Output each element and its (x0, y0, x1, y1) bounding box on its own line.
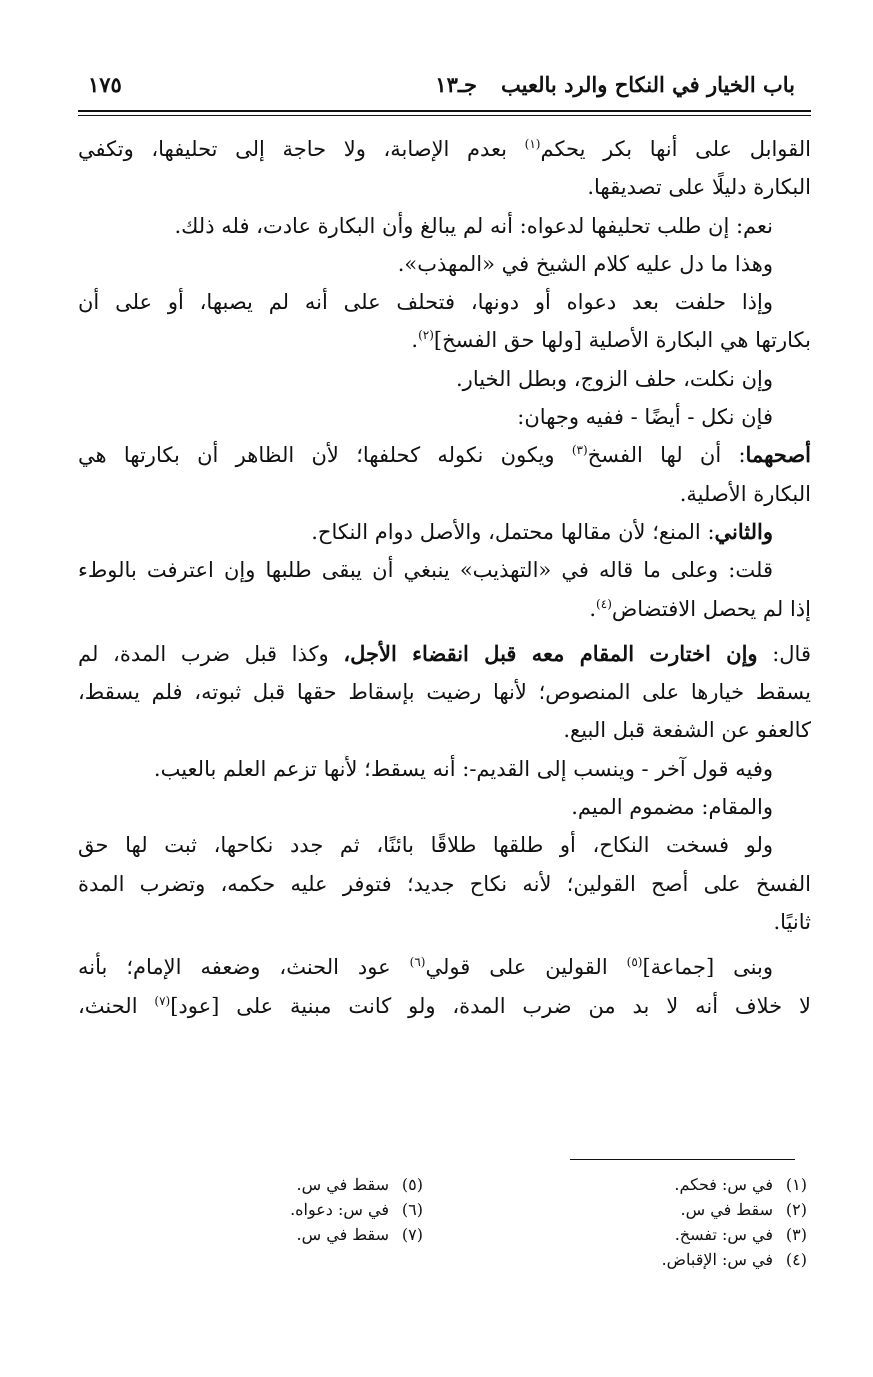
line-text: وإن نكلت، حلف الزوج، وبطل الخيار. (456, 366, 773, 391)
line-text: نعم: إن طلب تحليفها لدعواه: أنه لم يبالغ وأن البكارة عادت، فله ذلك. (174, 213, 773, 238)
footnote-text: سقط في س. (296, 1225, 389, 1244)
running-header (88, 72, 795, 102)
footnotes-column-left (290, 1172, 423, 1247)
footnote-marker: (٧) (154, 993, 171, 1008)
line-text: بكارتها هي البكارة الأصلية [ولها حق الفسخ] (433, 328, 811, 353)
footnote-number: (٧) (401, 1225, 423, 1244)
line-text: بعدم الإصابة، ولا حاجة إلى تحليفها، وتكفي (78, 137, 525, 161)
line-text: : أن لها الفسخ (587, 443, 746, 468)
text-line (78, 321, 811, 359)
text-line (78, 207, 811, 245)
footnote-marker: (٦) (409, 955, 426, 970)
footnote-number: (٤) (785, 1250, 807, 1269)
footnote-text: في س: فحكم. (674, 1175, 773, 1194)
text-line (78, 711, 811, 749)
line-text: القولين على قولي (425, 955, 627, 980)
footnotes-column-right (662, 1172, 807, 1272)
text-line (78, 635, 811, 673)
line-text: عود الحنث، وضعفه الإمام؛ بأنه (78, 955, 410, 980)
line-text: قلت: وعلى ما قاله في «التهذيب» ينبغي أن يبقى طلبها وإن اعترفت بالوطء (78, 558, 773, 583)
text-line (78, 513, 811, 551)
line-text: الحنث، (78, 993, 155, 1018)
bold-term: والثاني (714, 518, 773, 544)
footnote-marker: (٤) (596, 596, 612, 611)
footnote-text: في س: الإقباض. (661, 1250, 773, 1269)
text-line (78, 475, 811, 513)
footnote-number: (٣) (785, 1225, 807, 1244)
line-text: ثانيًا. (773, 909, 811, 934)
footnote-marker: (٥) (626, 955, 643, 970)
text-line (78, 865, 811, 903)
footnote (662, 1172, 807, 1197)
line-text: الفسخ على أصح القولين؛ لأنه نكاح جديد؛ فتوفر عليه حكمه، وتضرب المدة (78, 871, 811, 896)
line-text: . (411, 328, 419, 353)
footnote-marker: (٢) (418, 328, 434, 343)
line-text: وفيه قول آخر - وينسب إلى القديم-: أنه يسقط؛ لأنها تزعم العلم بالعيب. (153, 756, 773, 781)
footnote-separator (570, 1159, 795, 1160)
text-line (78, 590, 811, 628)
volume-number: جـ١٣ (435, 72, 477, 97)
line-text: يسقط خيارها على المنصوص؛ لأنها رضيت بإسقاط حقها قبل ثبوته، فلم يسقط، (78, 680, 811, 705)
text-line (78, 398, 811, 436)
line-text: قال: (757, 641, 811, 666)
line-text: : المنع؛ لأن مقالها محتمل، والأصل دوام النكاح. (311, 519, 715, 544)
header-rule-thin (78, 115, 811, 116)
footnote-marker: (٣) (571, 443, 588, 458)
text-line (78, 360, 811, 398)
line-text: وإذا حلفت بعد دعواه أو دونها، فتحلف على أنه لم يصبها، أو على أن (78, 290, 773, 315)
text-line (78, 245, 811, 283)
footnote (662, 1247, 807, 1272)
line-text: فإن نكل - أيضًا - ففيه وجهان: (517, 405, 773, 430)
footnote-number: (١) (785, 1175, 807, 1194)
text-line (78, 788, 811, 826)
line-text: إذا لم يحصل الافتضاض (611, 596, 811, 621)
line-text: . (589, 596, 597, 621)
line-text: البكارة دليلًا على تصديقها. (587, 175, 811, 200)
page-number: ١٧٥ (88, 72, 122, 97)
text-line (78, 750, 811, 788)
text-line (78, 168, 811, 206)
footnote-text: في س: تفسخ. (674, 1225, 773, 1244)
header-rule (78, 110, 811, 112)
text-line (78, 826, 811, 864)
line-text: ولو فسخت النكاح، أو طلقها طلاقًا بائنًا، ثم جدد نكاحها، ثبت لها حق (78, 833, 773, 858)
footnote-text: في س: دعواه. (290, 1200, 389, 1219)
bold-quote: وإن اختارت المقام معه قبل انقضاء الأجل، (343, 640, 758, 666)
main-text (78, 130, 811, 1025)
footnote-text: سقط في س. (296, 1175, 389, 1194)
footnote-text: سقط في س. (680, 1200, 773, 1219)
line-text: ويكون نكوله كحلفها؛ لأن الظاهر أن بكارتها هي (78, 443, 572, 468)
footnote (662, 1222, 807, 1247)
text-line (78, 987, 811, 1025)
line-text: والمقام: مضموم الميم. (571, 795, 773, 820)
line-text: وبنى [جماعة] (642, 955, 773, 980)
line-text: كالعفو عن الشفعة قبل البيع. (563, 718, 811, 743)
text-line (78, 436, 811, 474)
footnote-marker: (١) (524, 137, 541, 151)
line-text: البكارة الأصلية. (679, 481, 811, 506)
footnote (290, 1197, 423, 1222)
chapter-title: باب الخيار في النكاح والرد بالعيب (501, 72, 795, 97)
footnote-number: (٥) (401, 1175, 423, 1194)
footnote-number: (٦) (401, 1200, 423, 1219)
text-line (78, 551, 811, 589)
text-line (78, 948, 811, 986)
footnote-number: (٢) (785, 1200, 807, 1219)
line-text: القوابل على أنها بكر يحكم (540, 137, 811, 161)
footnote (290, 1222, 423, 1247)
line-text: وهذا ما دل عليه كلام الشيخ في «المهذب». (397, 251, 773, 276)
line-text: لا خلاف أنه لا بد من ضرب المدة، ولو كانت مبنية على [عود] (170, 993, 811, 1018)
text-line (78, 673, 811, 711)
text-line (78, 130, 811, 168)
bold-term: أصحهما (745, 442, 811, 468)
footnote (290, 1172, 423, 1197)
text-line (78, 903, 811, 941)
footnote (662, 1197, 807, 1222)
line-text: وكذا قبل ضرب المدة، لم (78, 641, 344, 666)
text-line (78, 283, 811, 321)
